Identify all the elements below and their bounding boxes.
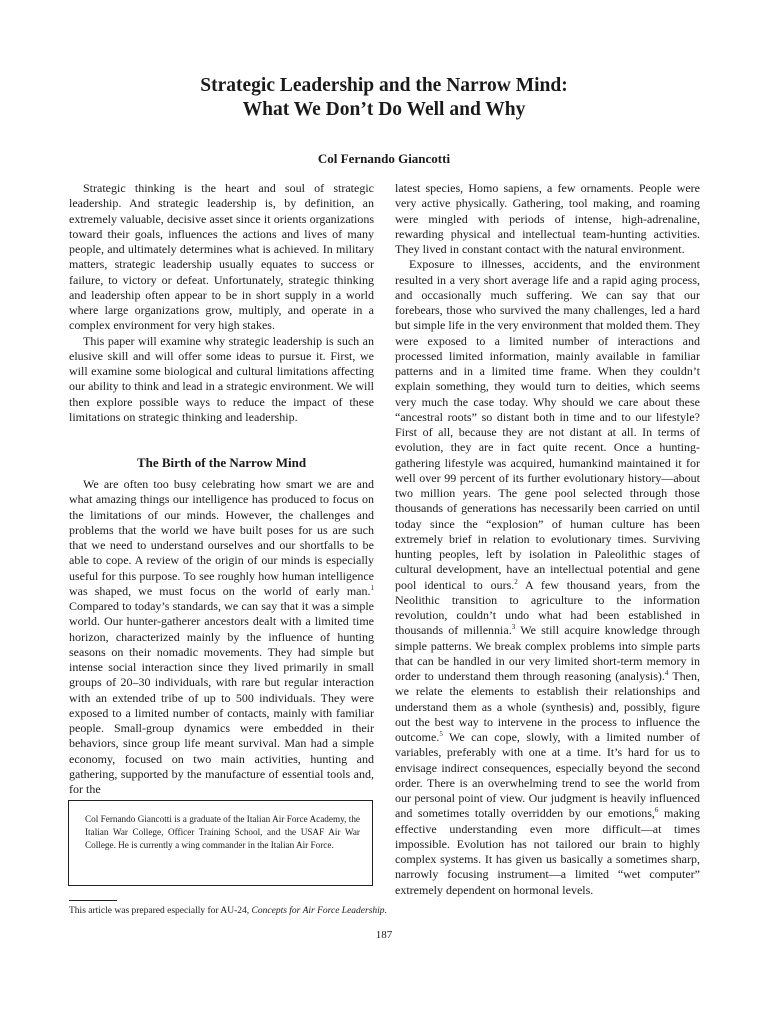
- left-column-section: [69, 477, 374, 797]
- text-run: We are often too busy celebrating how smart we are and what amazing things our intelligence has produced to focus on the limitations of our minds. However, the challenges and problems that the world we have built poses for us are such that we need to understand ourselves and our shortfalls to be able to cope. A review of the origin of our minds is especially useful for this purpose. To see roughly how human intelligence was shaped, we must focus on the world of early man.: [69, 477, 374, 598]
- article-title: [0, 74, 768, 122]
- footnote-mark: 2: [514, 577, 518, 586]
- footnote-text: This article was prepared especially for AU-24,: [69, 906, 252, 916]
- text-run: Then, we relate the elements to establish their relationships and understand them as a whole (synthesis) and, possibly, figure out the best way to intervene in the process to influence the outcome.: [395, 669, 700, 744]
- text-run: We can cope, slowly, with a limited number of variables, preferably with one at a time. It’s hard for us to envisage indirect consequences, especially beyond the second order. There is an overwhelming trend to see the world from our personal point of view. Our judgment is heavily influenced and sometimes totally overridden by our emotions,: [395, 730, 700, 821]
- text-run: making effective understanding even more difficult—at times impossible. Evolution has not tailored our brain to highly complex systems. It has given us basically a sometimes sharp, narrowly focusing instrument—a limited “wet computer” extremely dependent on hormonal levels.: [395, 806, 701, 897]
- author-byline: Col Fernando Giancotti: [317, 151, 451, 166]
- title-line-1: Strategic Leadership and the Narrow Mind:: [200, 75, 568, 96]
- footnote: [69, 905, 387, 917]
- text-run: A few thousand years, from the Neolithic transition to agriculture to the information revolution, couldn’t undo what had been established in thousands of millennia.: [395, 577, 700, 638]
- author-bio-box: [68, 800, 373, 886]
- text-run: We still acquire knowledge through simple patterns. We break complex problems into simple parts that can be handled in our very limited short-term memory in order to understand them through reasoning (analysis).: [395, 623, 700, 683]
- footnote-mark: 4: [664, 669, 669, 677]
- body-paragraph: [395, 257, 700, 898]
- section-heading: The Birth of the Narrow Mind: [136, 455, 307, 470]
- section-paragraph: [69, 477, 374, 797]
- footnote-book-title: Concepts for Air Force Leadership: [251, 906, 385, 916]
- right-column: [395, 181, 700, 898]
- footnote-text-end: .: [384, 906, 387, 916]
- continued-paragraph: latest species, Homo sapiens, a few ornaments. People were very active physically. Gathering, tool making, and roaming were mingled with periods of intense, high-adrenaline, rewarding physical and intellectual team-hunting activities. They lived in constant contact with the natural environment.: [395, 181, 700, 256]
- intro-paragraph: This paper will examine why strategic leadership is such an elusive skill and will offer some ideas to pursue it. First, we will examine some biological and cultural limitations affecting our ability to think and lead in a strategic environment. We will then explore possible ways to reduce the impact of these limitations on strategic thinking and leadership.: [69, 333, 374, 424]
- left-column-intro: [69, 181, 374, 425]
- intro-paragraph: Strategic thinking is the heart and soul of strategic leadership. And strategic leadership is, by definition, an extremely valuable, decisive asset since it orients organizations toward their goals, influences the actions and lives of many people, and ultimately determines what is achieved. In military matters, strategic leadership usually equates to success or failure, to victory or defeat. Unfortunately, strategic thinking and leadership often appear to be in short supply in a world where large organizations grow, multiply, and operate in a complex environment for very high stakes.: [69, 181, 374, 333]
- footnote-mark: 3: [511, 623, 516, 632]
- title-line-2: What We Don’t Do Well and Why: [242, 99, 526, 120]
- author-bio: Col Fernando Giancotti is a graduate of the Italian Air Force Academy, the Italian War College, Officer Training School, and the USAF Air War College. He is currently a wing commander in the Italian Air Force.: [85, 814, 360, 850]
- footnote-mark: 1: [370, 583, 374, 592]
- footnote-mark: 6: [654, 806, 659, 815]
- page-number: 187: [375, 929, 393, 941]
- footnote-divider: [69, 900, 117, 901]
- footnote-mark: 5: [439, 730, 443, 738]
- text-run: Exposure to illnesses, accidents, and the environment resulted in a very short average life and a rapid aging process, and occasionally much suffering. We can say that our forebears, those who survived the many challenges, led a hard but simple life in the very environment that molded them. They were exposed to a limited number of interactions and processed limited information, mainly available in familiar patterns and in a limited time frame. When they couldn’t explain something, they would turn to deities, which seems very much the case today. Why should we care about these “ancestral roots” so distant both in time and to our lifestyle? First of all, because they are not distant at all. In terms of evolution, they are in fact quite recent. Once a hunting-gathering lifestyle was acquired, humankind maintained it for well over 99 percent of its further evolutionary history—about two million years. The gene pool selected through those thousands of generations has necessarily been carried on until today since the “explosion” of human culture has been extremely brief in relation to evolutionary times. Surviving hunting peoples, left by isolation in Paleolithic stages of cultural development, have an intellectual potential and gene pool identical to ours.: [395, 257, 700, 592]
- text-run: Compared to today’s standards, we can say that it was a simple world. Our hunter-gatherer ancestors dealt with a limited time horizon, characterized mainly by the influence of hunting seasons on their nomadic movements. They had simple but intense social interaction since they lived primarily in small groups of 20–30 individuals, with rare but regular interaction with an extended tribe of up to 500 individuals. They were exposed to a limited number of contacts, mainly with familiar people. Small-group dynamics were embedded in their behaviors, since group life meant survival. Man had a simple economy, focused on two main activities, hunting and gathering, supported by the manufacture of essential tools and, for the: [69, 599, 374, 796]
